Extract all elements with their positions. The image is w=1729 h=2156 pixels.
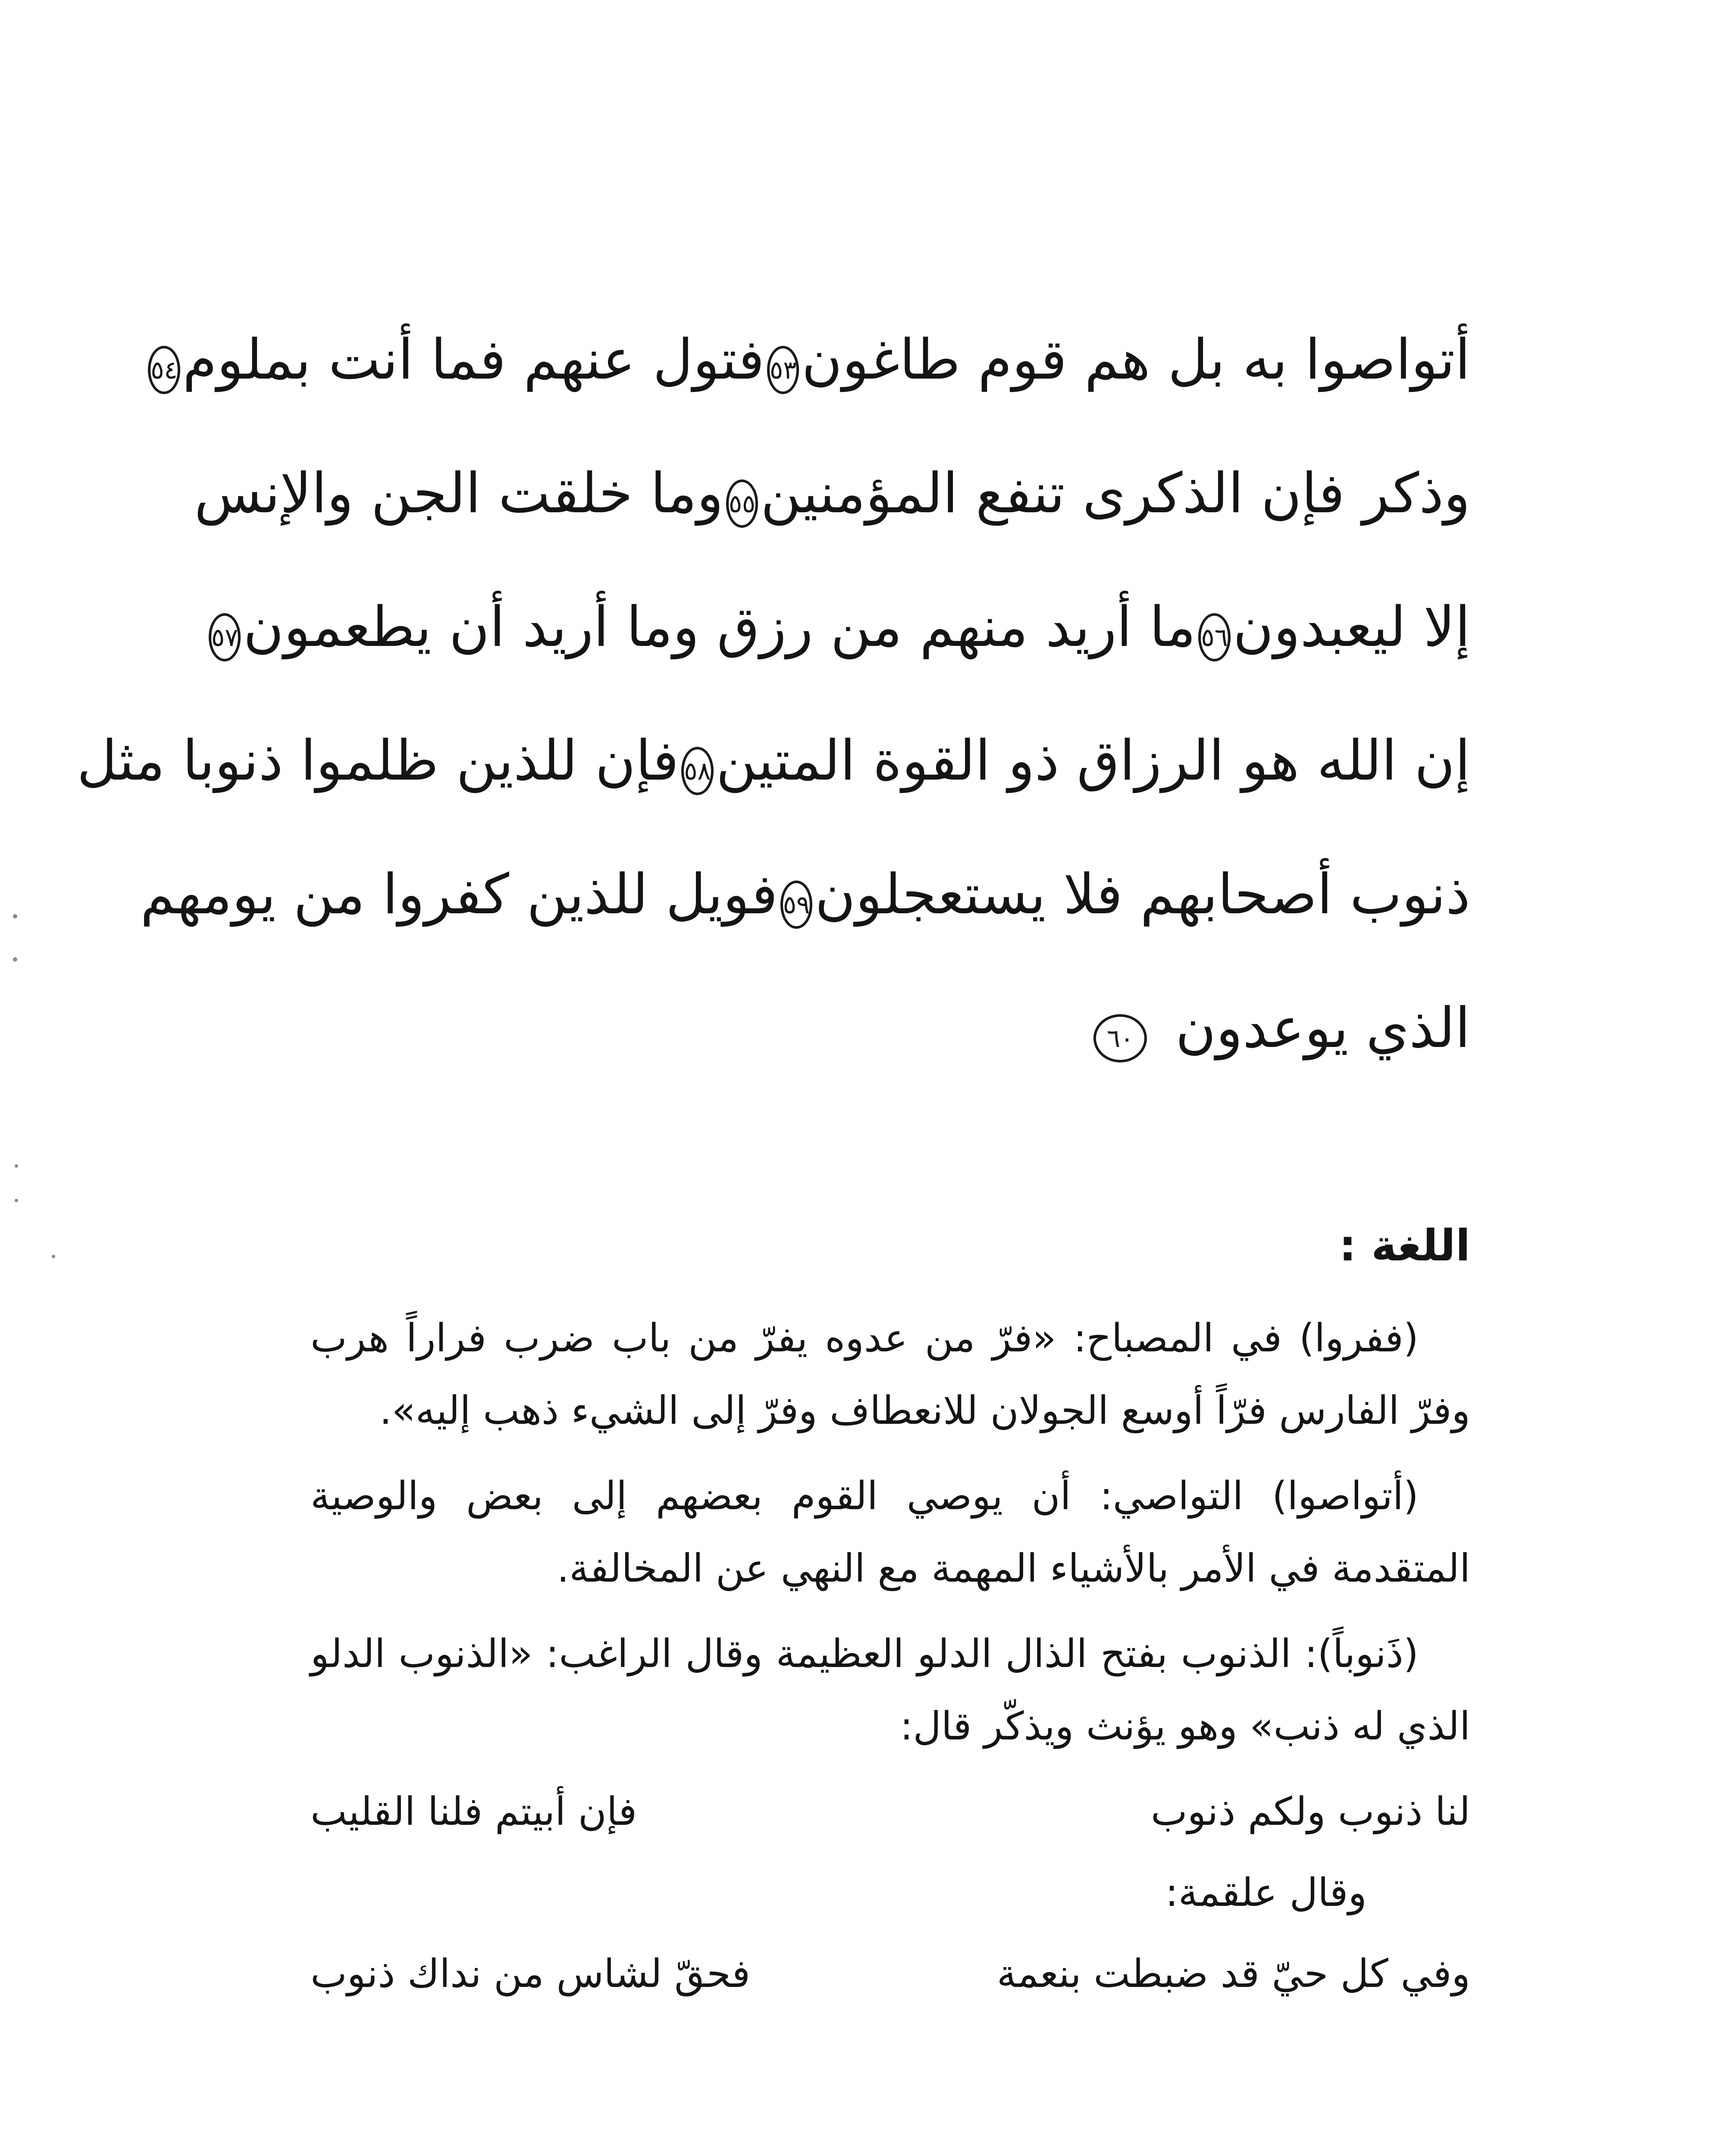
poem-verse-2 bbox=[310, 1938, 1470, 2010]
verse-text: إلا ليعبدون bbox=[1233, 595, 1470, 659]
linguistic-notes bbox=[310, 1302, 1470, 2015]
scan-speck bbox=[13, 914, 17, 918]
section-heading: اللغة : bbox=[1339, 1220, 1470, 1271]
verse-number-marker: ٥٩ bbox=[780, 881, 812, 929]
quran-verses-block bbox=[77, 328, 1470, 1130]
scan-speck bbox=[13, 957, 17, 962]
verse-text: ذنوب أصحابهم فلا يستعجلون bbox=[815, 862, 1470, 927]
note-paragraph: (ذَنوباً): الذنوب بفتح الذال الدلو العظيمة وقال الراغب: «الذنوب الدلو الذي له ذنب» وهو يؤنث ويذكّر قال: bbox=[310, 1631, 1470, 1749]
verse-text: وما خلقت الجن والإنس bbox=[194, 461, 724, 526]
poem-hemistich-first: لنا ذنوب ولكم ذنوب bbox=[1150, 1789, 1470, 1834]
verse-number-marker: ٥٧ bbox=[209, 613, 241, 661]
poem-hemistich-first: وفي كل حيّ قد ضبطت بنعمة bbox=[996, 1951, 1470, 1996]
verse-line-4 bbox=[77, 729, 1470, 862]
verse-number-marker: ٥٨ bbox=[681, 747, 713, 795]
verse-number-marker: ٥٤ bbox=[148, 346, 180, 394]
verse-text: أتواصوا به بل هم قوم طاغون bbox=[802, 328, 1470, 392]
poem-intro: وقال علقمة: bbox=[1165, 1870, 1367, 1915]
poem-hemistich-second: فإن أبيتم فلنا القليب bbox=[310, 1789, 637, 1834]
scan-speck bbox=[52, 1255, 55, 1258]
verse-number-marker: ٥٣ bbox=[767, 346, 799, 394]
verse-line-3 bbox=[211, 595, 1470, 729]
verse-text: فتول عنهم فما أنت بملوم bbox=[182, 328, 764, 392]
verse-line-1 bbox=[150, 328, 1470, 461]
verse-text: فويل للذين كفروا من يومهم bbox=[140, 862, 778, 927]
note-paragraph: (ففروا) في المصباح: «فرّ من عدوه يفرّ من باب ضرب فراراً هرب وفرّ الفارس فرّاً أوسع الجولان للانعطاف وفرّ إلى الشيء ذهب إليه». bbox=[310, 1316, 1470, 1433]
verse-text: وذكر فإن الذكرى تنفع المؤمنين bbox=[761, 461, 1470, 526]
verse-number-marker: ٥٦ bbox=[1198, 613, 1230, 661]
verse-line-6 bbox=[310, 996, 1470, 1130]
verse-line-5 bbox=[140, 862, 1470, 996]
verse-text: إن الله هو الرزاق ذو القوة المتين bbox=[716, 729, 1470, 793]
poem-verse-1 bbox=[310, 1776, 1470, 1848]
verse-number-marker: ٥٥ bbox=[726, 479, 758, 528]
scan-speck bbox=[15, 1164, 18, 1168]
verse-text: ما أريد منهم من رزق وما أريد أن يطعمون bbox=[243, 595, 1196, 659]
verse-text: الذي يوعدون bbox=[1175, 996, 1470, 1060]
note-paragraph: (أتواصوا) التواصي: أن يوصي القوم بعضهم إلى بعض والوصية المتقدمة في الأمر بالأشياء المهمة مع النهي عن المخالفة. bbox=[310, 1473, 1470, 1591]
verse-number-marker: ٦٠ bbox=[1093, 1014, 1147, 1062]
scan-speck bbox=[15, 1199, 18, 1202]
poem-hemistich-second: فحقّ لشاس من نداك ذنوب bbox=[310, 1951, 751, 1996]
verse-line-2 bbox=[194, 461, 1470, 595]
verse-text: فإن للذين ظلموا ذنوبا مثل bbox=[77, 729, 679, 793]
